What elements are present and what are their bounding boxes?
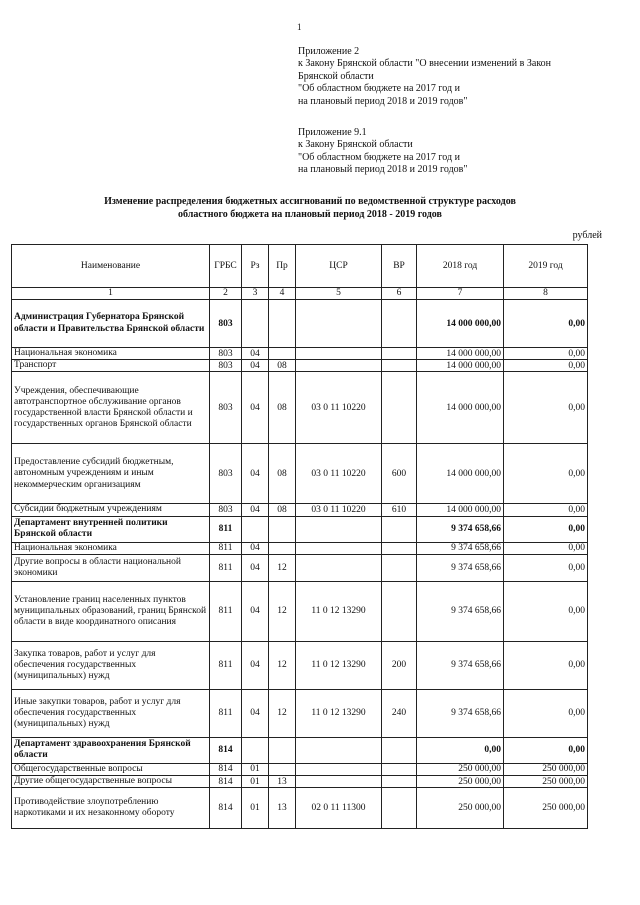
row-pr-cell xyxy=(269,300,296,348)
row-vr-cell xyxy=(382,788,417,829)
row-2018-cell: 250 000,00 xyxy=(417,788,504,829)
row-grbs-cell: 803 xyxy=(210,300,242,348)
row-2019-cell: 0,00 xyxy=(504,300,588,348)
row-csr-cell xyxy=(296,554,382,581)
row-name-cell: Установление границ населенных пунктов муниципальных образований, границ Брянской области в виде координатного описания xyxy=(12,581,210,641)
row-2019-cell: 0,00 xyxy=(504,360,588,372)
header-pr: Пр xyxy=(269,245,296,288)
row-csr-cell: 03 0 11 10220 xyxy=(296,372,382,444)
row-2019-cell: 0,00 xyxy=(504,554,588,581)
column-number: 1 xyxy=(12,288,210,300)
header-vr: ВР xyxy=(382,245,417,288)
row-vr-cell xyxy=(382,360,417,372)
table-row xyxy=(12,554,588,581)
appendix-line: Брянской области xyxy=(298,70,374,82)
row-2018-cell: 250 000,00 xyxy=(417,763,504,775)
appendix-line: Приложение 9.1 xyxy=(298,127,367,138)
row-rz-cell: 04 xyxy=(242,348,269,360)
row-rz-cell: 01 xyxy=(242,788,269,829)
table-row xyxy=(12,641,588,689)
row-rz-cell: 04 xyxy=(242,360,269,372)
table-row xyxy=(12,348,588,360)
row-csr-cell xyxy=(296,300,382,348)
row-2019-cell: 250 000,00 xyxy=(504,788,588,829)
row-grbs-cell: 803 xyxy=(210,504,242,516)
row-rz-cell: 04 xyxy=(242,444,269,504)
row-rz-cell xyxy=(242,737,269,763)
row-pr-cell xyxy=(269,516,296,542)
row-2019-cell: 0,00 xyxy=(504,581,588,641)
row-2019-cell: 0,00 xyxy=(504,689,588,737)
row-rz-cell: 04 xyxy=(242,504,269,516)
row-vr-cell: 200 xyxy=(382,641,417,689)
row-grbs-cell: 803 xyxy=(210,348,242,360)
row-csr-cell xyxy=(296,542,382,554)
row-rz-cell: 04 xyxy=(242,689,269,737)
row-name-cell: Администрация Губернатора Брянской области и Правительства Брянской области xyxy=(12,300,210,348)
table-row xyxy=(12,504,588,516)
table-row xyxy=(12,300,588,348)
row-2019-cell: 0,00 xyxy=(504,372,588,444)
row-vr-cell xyxy=(382,763,417,775)
header-name: Наименование xyxy=(12,245,210,288)
row-2019-cell: 250 000,00 xyxy=(504,776,588,788)
title-line: Изменение распределения бюджетных ассигнований по ведомственной структуре расходов xyxy=(104,196,516,207)
page-number: 1 xyxy=(297,22,302,32)
row-name-cell: Департамент здравоохранения Брянской области xyxy=(12,737,210,763)
row-2019-cell: 0,00 xyxy=(504,542,588,554)
header-grbs: ГРБС xyxy=(210,245,242,288)
row-vr-cell xyxy=(382,776,417,788)
row-2018-cell: 14 000 000,00 xyxy=(417,360,504,372)
currency-unit: рублей xyxy=(572,230,602,241)
row-2018-cell: 9 374 658,66 xyxy=(417,641,504,689)
column-number: 8 xyxy=(504,288,588,300)
row-csr-cell: 11 0 12 13290 xyxy=(296,641,382,689)
row-vr-cell xyxy=(382,372,417,444)
row-2018-cell: 0,00 xyxy=(417,737,504,763)
row-2018-cell: 250 000,00 xyxy=(417,776,504,788)
row-grbs-cell: 811 xyxy=(210,581,242,641)
appendix-line: к Закону Брянской области xyxy=(298,139,413,151)
row-rz-cell xyxy=(242,516,269,542)
row-name-cell: Национальная экономика xyxy=(12,542,210,554)
row-vr-cell xyxy=(382,300,417,348)
row-2018-cell: 14 000 000,00 xyxy=(417,348,504,360)
row-pr-cell: 13 xyxy=(269,776,296,788)
row-csr-cell: 03 0 11 10220 xyxy=(296,444,382,504)
row-grbs-cell: 814 xyxy=(210,776,242,788)
column-number: 6 xyxy=(382,288,417,300)
row-csr-cell: 02 0 11 11300 xyxy=(296,788,382,829)
table-row xyxy=(12,776,588,788)
row-vr-cell xyxy=(382,554,417,581)
row-vr-cell xyxy=(382,737,417,763)
appendix-line: на плановый период 2018 и 2019 годов" xyxy=(298,95,468,107)
row-csr-cell xyxy=(296,737,382,763)
row-vr-cell xyxy=(382,516,417,542)
row-csr-cell xyxy=(296,776,382,788)
row-csr-cell: 11 0 12 13290 xyxy=(296,689,382,737)
row-grbs-cell: 814 xyxy=(210,788,242,829)
row-vr-cell xyxy=(382,581,417,641)
table-row xyxy=(12,542,588,554)
header-csr: ЦСР xyxy=(296,245,382,288)
row-2019-cell: 0,00 xyxy=(504,737,588,763)
table-row xyxy=(12,360,588,372)
row-pr-cell: 13 xyxy=(269,788,296,829)
appendix-line: "Об областном бюджете на 2017 год и xyxy=(298,151,460,163)
row-name-cell: Другие общегосударственные вопросы xyxy=(12,776,210,788)
table-header-row xyxy=(12,245,588,288)
row-csr-cell xyxy=(296,348,382,360)
column-number: 7 xyxy=(417,288,504,300)
row-2019-cell: 0,00 xyxy=(504,516,588,542)
row-2019-cell: 0,00 xyxy=(504,444,588,504)
appendix-line: к Закону Брянской области "О внесении изменений в Закон xyxy=(298,58,552,70)
row-rz-cell: 04 xyxy=(242,554,269,581)
row-grbs-cell: 811 xyxy=(210,554,242,581)
row-pr-cell: 08 xyxy=(269,444,296,504)
row-grbs-cell: 803 xyxy=(210,360,242,372)
row-pr-cell: 12 xyxy=(269,689,296,737)
row-pr-cell: 08 xyxy=(269,360,296,372)
row-name-cell: Учреждения, обеспечивающие автотранспортное обслуживание органов государственной власти Брянской области и государственных органов Брянской области xyxy=(12,372,210,444)
row-pr-cell: 12 xyxy=(269,641,296,689)
row-rz-cell: 01 xyxy=(242,776,269,788)
row-name-cell: Национальная экономика xyxy=(12,348,210,360)
column-number: 5 xyxy=(296,288,382,300)
appendix-2-header xyxy=(298,46,551,108)
appendix-line: "Об областном бюджете на 2017 год и xyxy=(298,83,460,95)
row-rz-cell: 04 xyxy=(242,581,269,641)
row-csr-cell: 03 0 11 10220 xyxy=(296,504,382,516)
row-grbs-cell: 811 xyxy=(210,542,242,554)
row-name-cell: Другие вопросы в области национальной экономики xyxy=(12,554,210,581)
row-csr-cell xyxy=(296,360,382,372)
column-number-row xyxy=(12,288,588,300)
row-2019-cell: 0,00 xyxy=(504,641,588,689)
row-2019-cell: 250 000,00 xyxy=(504,763,588,775)
appendix-line: на плановый период 2018 и 2019 годов" xyxy=(298,164,468,176)
column-number: 4 xyxy=(269,288,296,300)
row-pr-cell: 12 xyxy=(269,554,296,581)
row-name-cell: Субсидии бюджетным учреждениям xyxy=(12,504,210,516)
row-name-cell: Предоставление субсидий бюджетным, автономным учреждениям и иным некоммерческим организациям xyxy=(12,444,210,504)
row-grbs-cell: 803 xyxy=(210,372,242,444)
row-rz-cell: 01 xyxy=(242,763,269,775)
row-grbs-cell: 814 xyxy=(210,763,242,775)
row-vr-cell xyxy=(382,348,417,360)
row-2018-cell: 14 000 000,00 xyxy=(417,300,504,348)
column-number: 2 xyxy=(210,288,242,300)
row-pr-cell: 12 xyxy=(269,581,296,641)
row-csr-cell: 11 0 12 13290 xyxy=(296,581,382,641)
row-vr-cell: 600 xyxy=(382,444,417,504)
row-2018-cell: 9 374 658,66 xyxy=(417,542,504,554)
row-vr-cell xyxy=(382,542,417,554)
row-name-cell: Иные закупки товаров, работ и услуг для обеспечения государственных (муниципальных) нужд xyxy=(12,689,210,737)
row-2019-cell: 0,00 xyxy=(504,504,588,516)
table-row xyxy=(12,581,588,641)
row-name-cell: Департамент внутренней политики Брянской области xyxy=(12,516,210,542)
row-vr-cell: 610 xyxy=(382,504,417,516)
header-2019: 2019 год xyxy=(504,245,588,288)
row-2018-cell: 14 000 000,00 xyxy=(417,444,504,504)
table-row xyxy=(12,516,588,542)
row-2018-cell: 9 374 658,66 xyxy=(417,581,504,641)
row-csr-cell xyxy=(296,763,382,775)
row-name-cell: Транспорт xyxy=(12,360,210,372)
row-grbs-cell: 811 xyxy=(210,689,242,737)
row-rz-cell: 04 xyxy=(242,372,269,444)
table-row xyxy=(12,689,588,737)
row-pr-cell xyxy=(269,737,296,763)
appendix-9-1-header xyxy=(298,127,467,177)
table-row xyxy=(12,444,588,504)
row-grbs-cell: 803 xyxy=(210,444,242,504)
table-row xyxy=(12,788,588,829)
row-name-cell: Закупка товаров, работ и услуг для обеспечения государственных (муниципальных) нужд xyxy=(12,641,210,689)
row-pr-cell: 08 xyxy=(269,372,296,444)
column-number: 3 xyxy=(242,288,269,300)
row-rz-cell xyxy=(242,300,269,348)
row-2018-cell: 9 374 658,66 xyxy=(417,689,504,737)
row-name-cell: Противодействие злоупотреблению наркотиками и их незаконному обороту xyxy=(12,788,210,829)
budget-table xyxy=(11,244,588,829)
header-rz: Рз xyxy=(242,245,269,288)
row-name-cell: Общегосударственные вопросы xyxy=(12,763,210,775)
row-2018-cell: 14 000 000,00 xyxy=(417,372,504,444)
row-csr-cell xyxy=(296,516,382,542)
row-grbs-cell: 811 xyxy=(210,516,242,542)
appendix-line: Приложение 2 xyxy=(298,46,360,57)
row-2018-cell: 9 374 658,66 xyxy=(417,516,504,542)
row-pr-cell xyxy=(269,763,296,775)
row-rz-cell: 04 xyxy=(242,542,269,554)
row-pr-cell xyxy=(269,542,296,554)
row-2018-cell: 9 374 658,66 xyxy=(417,554,504,581)
row-2018-cell: 14 000 000,00 xyxy=(417,504,504,516)
row-pr-cell xyxy=(269,348,296,360)
document-title xyxy=(30,195,590,221)
row-pr-cell: 08 xyxy=(269,504,296,516)
table-row xyxy=(12,763,588,775)
row-2019-cell: 0,00 xyxy=(504,348,588,360)
row-vr-cell: 240 xyxy=(382,689,417,737)
table-row xyxy=(12,372,588,444)
row-grbs-cell: 811 xyxy=(210,641,242,689)
header-2018: 2018 год xyxy=(417,245,504,288)
table-row xyxy=(12,737,588,763)
title-line: областного бюджета на плановый период 2018 - 2019 годов xyxy=(178,209,442,220)
row-rz-cell: 04 xyxy=(242,641,269,689)
row-grbs-cell: 814 xyxy=(210,737,242,763)
